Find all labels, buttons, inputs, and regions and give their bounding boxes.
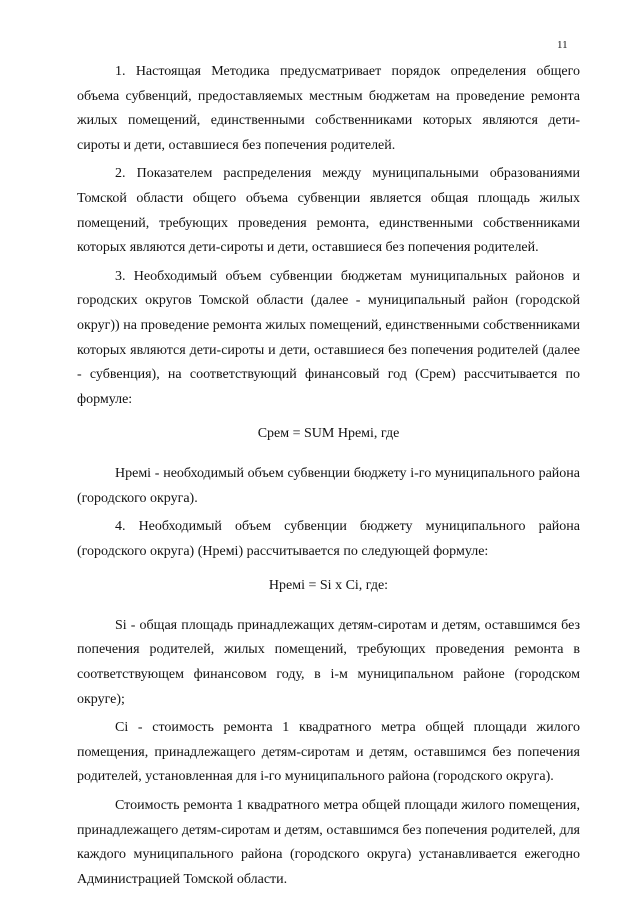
paragraph-7: Ci - стоимость ремонта 1 квадратного метра общей площади жилого помещения, принадлежащего детям-сиротам и детям, оставшимся без попечения родителей, установленная для i-го муниципального района (городского округа). [77, 720, 580, 785]
page-number: 11 [557, 39, 568, 51]
paragraph-6: Si - общая площадь принадлежащих детям-сиротам и детям, оставшимся без попечения родителей, жилых помещений, требующих проведения ремонта в соответствующем финансовом году, в i-м муниципальном районе (городском округе); [77, 617, 580, 707]
formula-district-subvention: Нремi = Si x Ci, где: [268, 578, 389, 594]
paragraph-8: Стоимость ремонта 1 квадратного метра общей площади жилого помещения, принадлежащего детям-сиротам и детям, оставшимся без попечения родителей, для каждого муниципального района (городского округа) устанавливается ежегодно Администрацией Томской области. [77, 798, 580, 887]
paragraph-1: 1. Настоящая Методика предусматривает порядок определения общего объема субвенций, предоставляемых местным бюджетам на проведение ремонта жилых помещений, единственными собственниками которых являются дети-сироты и дети, оставшиеся без попечения родителей. [77, 64, 580, 153]
paragraph-4: Нремi - необходимый объем субвенции бюджету i-го муниципального района (городского округа). [77, 465, 580, 506]
paragraph-5: 4. Необходимый объем субвенции бюджету муниципального района (городского округа) (Нремi) рассчитывается по следующей формуле: [77, 519, 580, 559]
document-body [77, 60, 580, 896]
paragraph-3: 3. Необходимый объем субвенции бюджетам муниципальных районов и городских округов Томской области (далее - муниципальный район (городской округ)) на проведение ремонта жилых помещений, единственными собственниками которых являются дети-сироты и дети, оставшиеся без попечения родителей (далее - субвенция), на соответствующий финансовый год (Срем) рассчитывается по формуле: [77, 268, 580, 407]
formula-total-subvention: Срем = SUM Нремi, где [257, 426, 400, 442]
paragraph-2: 2. Показателем распределения между муниципальными образованиями Томской области общего объема субвенции является общая площадь жилых помещений, требующих проведения ремонта, единственными собственниками которых являются дети-сироты и дети, оставшиеся без попечения родителей. [77, 166, 580, 256]
